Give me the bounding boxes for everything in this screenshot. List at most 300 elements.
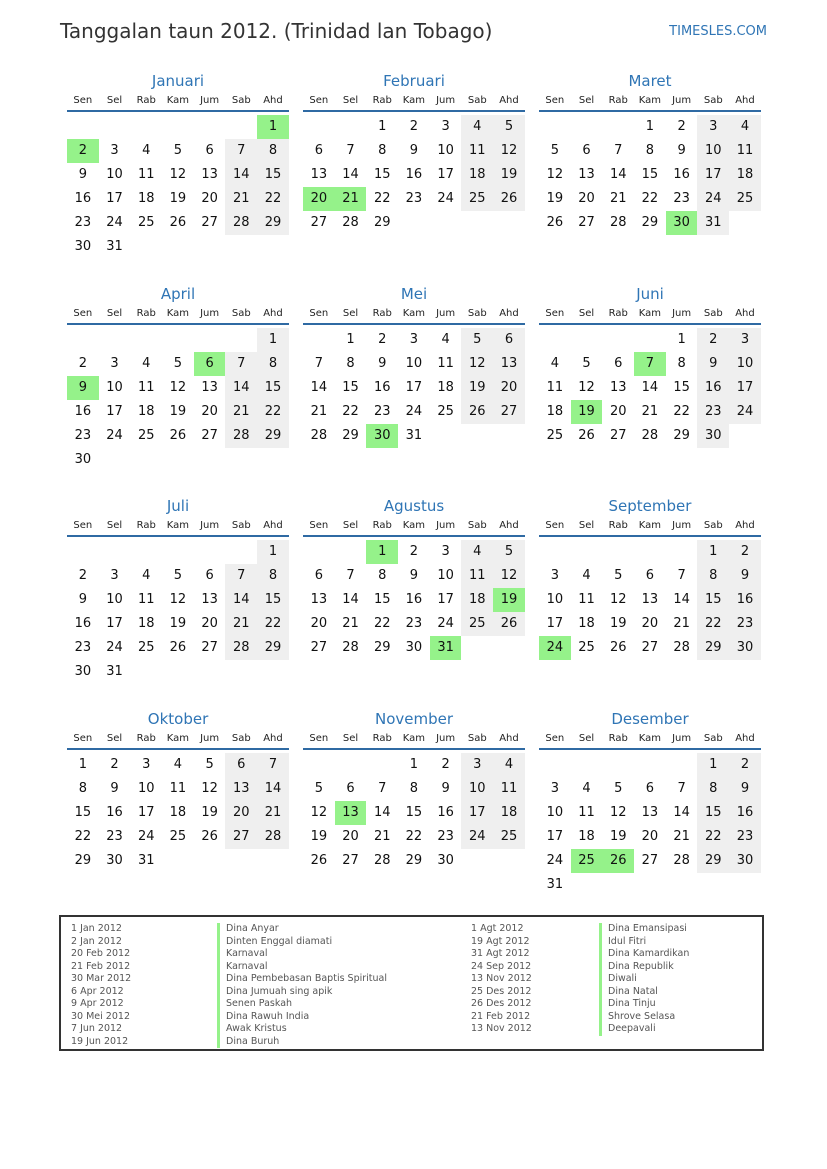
day-cell: 28 [673,853,690,868]
day-cell: 3 [441,119,450,134]
day-cell: 16 [405,167,423,182]
day-cell: 14 [342,592,359,607]
empty-cell [493,636,525,660]
day-cell: 15 [405,805,423,820]
day-cell: 29 [74,853,92,868]
day-cell: 9 [110,781,119,796]
day-cell: 2 [441,757,450,772]
day-cell: 24 [106,215,123,230]
day-cell: 25 [546,428,564,443]
day-cell: 28 [225,636,257,660]
day-cell: 18 [578,829,595,844]
day-cell: 26 [169,640,187,655]
weekday-label: Kam [638,733,662,744]
weekday-label: Sel [342,95,359,106]
weekday-label: Ahd [499,95,519,106]
day-cell: 23 [74,640,92,655]
day-cell: 20 [493,376,525,400]
weekday-label: Kam [166,733,190,744]
empty-cell [303,540,335,564]
day-cell: 22 [373,616,391,631]
day-cell: 18 [137,616,155,631]
legend-date: 6 Apr 2012 [71,985,124,997]
day-cell: 3 [142,757,151,772]
day-cell: 14 [609,167,627,182]
weekday-header [303,307,525,325]
legend-date: 21 Feb 2012 [71,960,131,972]
day-cell: 2 [378,332,387,347]
day-cell: 27 [225,825,257,849]
day-cell: 17 [405,380,423,395]
empty-cell [335,540,367,564]
day-cell: 5 [461,328,493,352]
day-cell: 20 [201,191,218,206]
day-cell: 28 [373,853,391,868]
day-cell: 10 [461,777,493,801]
day-cell: 16 [74,404,92,419]
day-cell: 20 [201,404,218,419]
day-cell: 10 [405,356,423,371]
empty-cell [493,424,525,448]
day-cell: 1 [409,757,419,772]
empty-cell [430,211,462,235]
day-grid [539,750,761,897]
empty-cell [225,540,257,564]
weekday-label: Ahd [263,308,283,319]
weekday-label: Sab [467,520,487,531]
day-cell: 21 [641,404,659,419]
empty-cell [194,115,226,139]
day-cell: 19 [493,163,525,187]
day-cell: 21 [310,404,328,419]
weekday-label: Kam [166,520,190,531]
day-cell: 11 [493,777,525,801]
day-cell: 27 [310,215,328,230]
day-cell: 13 [310,167,328,182]
day-cell: 21 [609,191,627,206]
day-cell: 10 [546,805,564,820]
empty-cell [303,115,335,139]
legend-holiday-name: Shrove Selasa [599,1011,689,1024]
day-cell: 26 [169,215,187,230]
day-cell: 10 [137,781,155,796]
day-cell: 9 [78,167,87,182]
day-cell: 6 [205,143,214,158]
day-cell: 3 [110,143,119,158]
month-juni [539,283,761,448]
legend-holiday-name: Dina Tinju [599,998,689,1011]
day-cell: 4 [173,757,183,772]
day-cell: 6 [194,352,226,376]
legend-holiday-name: Diwali [599,973,689,986]
day-cell: 19 [609,616,627,631]
day-cell: 31 [106,664,123,679]
day-cell: 16 [74,191,92,206]
day-cell: 31 [106,239,123,254]
weekday-label: Sen [309,733,329,744]
legend-date: 19 Jun 2012 [71,1035,129,1047]
weekday-label: Sen [545,520,565,531]
month-name: Juli [166,497,190,515]
weekday-label: Sel [578,95,595,106]
weekday-label: Kam [638,95,662,106]
legend-dates-right [471,923,532,1036]
month-april [67,283,289,472]
day-cell: 10 [437,568,454,583]
weekday-label: Ahd [499,733,519,744]
weekday-label: Kam [402,520,426,531]
day-cell: 5 [614,781,623,796]
day-cell: 30 [74,452,92,467]
day-cell: 13 [201,167,218,182]
day-cell: 30 [74,239,92,254]
day-cell: 23 [729,825,761,849]
month-name: September [608,497,692,515]
legend-holiday-name: Deepavali [599,1023,689,1036]
day-cell: 27 [578,215,595,230]
day-cell: 23 [405,616,423,631]
day-cell: 18 [729,163,761,187]
day-cell: 2 [729,753,761,777]
day-cell: 20 [641,829,659,844]
day-cell: 24 [729,400,761,424]
legend-date: 1 Agt 2012 [471,923,524,934]
empty-cell [666,753,698,777]
day-cell: 8 [697,564,729,588]
day-cell: 13 [493,352,525,376]
weekday-label: Sen [545,95,565,106]
day-grid [303,750,525,873]
day-cell: 29 [257,636,289,660]
month-name: Maret [628,72,672,90]
day-cell: 19 [546,191,564,206]
day-cell: 4 [142,356,151,371]
empty-cell [729,873,761,897]
month-februari [303,70,525,235]
day-cell: 24 [137,829,155,844]
empty-cell [257,235,289,259]
empty-cell [194,235,226,259]
day-cell: 3 [409,332,419,347]
day-cell: 16 [673,167,690,182]
day-cell: 22 [257,612,289,636]
day-cell: 5 [493,540,525,564]
empty-cell [194,660,226,684]
day-cell: 4 [550,356,559,371]
day-cell: 14 [373,805,391,820]
day-cell: 13 [578,167,595,182]
day-cell: 4 [493,753,525,777]
empty-cell [162,660,194,684]
day-cell: 23 [405,191,423,206]
day-cell: 20 [310,616,328,631]
day-cell: 15 [641,167,659,182]
weekday-label: Ahd [263,95,283,106]
day-cell: 15 [373,167,391,182]
weekday-label: Kam [166,308,190,319]
day-cell: 7 [677,781,686,796]
day-cell: 29 [257,424,289,448]
day-cell: 26 [578,428,595,443]
day-cell: 6 [205,568,214,583]
day-cell: 26 [201,829,218,844]
day-cell: 14 [641,380,659,395]
weekday-label: Kam [166,95,190,106]
empty-cell [539,115,571,139]
day-cell: 12 [169,167,187,182]
day-cell: 11 [729,139,761,163]
day-cell: 24 [697,187,729,211]
day-cell: 13 [609,380,627,395]
weekday-label: Sen [309,520,329,531]
empty-cell [130,235,162,259]
empty-cell [67,328,99,352]
legend-date: 26 Des 2012 [471,998,532,1009]
day-cell: 15 [673,380,690,395]
empty-cell [99,540,131,564]
legend-date: 25 Des 2012 [471,985,532,997]
day-cell: 19 [169,404,187,419]
day-cell: 9 [78,592,87,607]
day-cell: 17 [437,167,454,182]
legend-holiday-name: Dinten Enggal diamati [217,936,387,949]
day-cell: 7 [346,143,355,158]
weekday-label: Sel [342,520,359,531]
day-cell: 9 [677,143,686,158]
empty-cell [571,753,603,777]
day-cell: 12 [609,592,627,607]
weekday-label: Sab [231,733,251,744]
day-cell: 23 [697,400,729,424]
month-name: Mei [400,285,428,303]
day-cell: 29 [257,211,289,235]
day-cell: 14 [257,777,289,801]
day-cell: 29 [697,849,729,873]
day-cell: 20 [201,616,218,631]
weekday-label: Kam [402,733,426,744]
day-cell: 18 [578,616,595,631]
day-cell: 10 [546,592,564,607]
day-cell: 7 [346,568,355,583]
weekday-label: Sel [106,308,123,319]
day-cell: 24 [546,853,564,868]
day-cell: 27 [493,400,525,424]
empty-cell [303,328,335,352]
day-cell: 19 [571,400,603,424]
weekday-label: Rab [608,520,628,531]
day-cell: 25 [137,215,155,230]
day-cell: 16 [437,805,454,820]
month-oktober [67,708,289,873]
legend-holiday-name: Dina Natal [599,986,689,999]
month-desember [539,708,761,897]
day-cell: 2 [409,544,419,559]
day-cell: 11 [137,380,155,395]
day-cell: 17 [546,829,564,844]
empty-cell [602,328,634,352]
legend-holiday-name: Idul Fitri [599,936,689,949]
weekday-label: Sen [73,308,93,319]
day-cell: 2 [697,328,729,352]
day-grid [303,537,525,660]
legend-holiday-name: Dina Rawuh India [217,1011,387,1024]
day-cell: 30 [437,853,454,868]
weekday-label: Sab [467,95,487,106]
day-cell: 21 [342,616,359,631]
empty-cell [493,211,525,235]
weekday-label: Sen [309,95,329,106]
weekday-label: Sen [545,733,565,744]
day-cell: 30 [697,424,729,448]
day-cell: 29 [342,428,359,443]
day-cell: 20 [609,404,627,419]
day-cell: 11 [546,380,564,395]
day-cell: 19 [169,616,187,631]
day-cell: 21 [673,829,690,844]
day-cell: 6 [346,781,355,796]
day-cell: 1 [346,332,355,347]
day-cell: 6 [314,568,323,583]
day-cell: 27 [201,640,218,655]
weekday-label: Rab [136,95,156,106]
legend-date: 13 Nov 2012 [471,1023,532,1034]
day-cell: 31 [430,636,462,660]
day-cell: 30 [729,849,761,873]
day-cell: 3 [550,781,559,796]
empty-cell [130,328,162,352]
day-cell: 23 [74,428,92,443]
day-cell: 17 [437,592,454,607]
day-cell: 5 [173,143,183,158]
day-cell: 15 [373,592,391,607]
day-cell: 20 [225,801,257,825]
weekday-header [539,307,761,325]
day-cell: 4 [461,115,493,139]
weekday-label: Sen [545,308,565,319]
weekday-header [303,732,525,750]
weekday-label: Jum [200,308,220,319]
day-cell: 8 [257,564,289,588]
legend-date: 19 Agt 2012 [471,935,530,947]
day-cell: 30 [405,640,423,655]
day-cell: 12 [169,380,187,395]
weekday-label: Jum [200,733,220,744]
day-cell: 2 [78,356,87,371]
empty-cell [194,328,226,352]
day-cell: 25 [137,640,155,655]
empty-cell [194,849,226,873]
empty-cell [257,849,289,873]
day-grid [539,537,761,660]
empty-cell [366,753,398,777]
day-cell: 17 [461,801,493,825]
day-grid [303,325,525,448]
day-cell: 7 [378,781,387,796]
day-cell: 26 [461,400,493,424]
weekday-header [67,519,289,537]
day-cell: 11 [578,592,595,607]
weekday-label: Rab [136,308,156,319]
day-cell: 14 [673,805,690,820]
legend-date: 13 Nov 2012 [471,973,532,984]
day-cell: 8 [346,356,355,371]
day-cell: 27 [641,640,659,655]
weekday-label: Sel [578,308,595,319]
weekday-header [67,307,289,325]
day-cell: 25 [461,612,493,636]
weekday-label: Rab [372,733,392,744]
day-cell: 22 [342,404,359,419]
day-cell: 11 [169,781,187,796]
day-cell: 11 [137,592,155,607]
day-cell: 1 [257,328,289,352]
empty-cell [539,753,571,777]
day-cell: 26 [493,612,525,636]
day-cell: 11 [137,167,155,182]
day-cell: 16 [74,616,92,631]
brand-link[interactable]: TIMESLES.COM [669,24,767,39]
weekday-header [67,94,289,112]
empty-cell [225,849,257,873]
empty-cell [257,448,289,472]
month-name: April [160,285,196,303]
day-cell: 26 [493,187,525,211]
day-cell: 28 [609,215,627,230]
day-cell: 15 [697,801,729,825]
weekday-label: Jum [436,520,456,531]
empty-cell [729,211,761,235]
day-cell: 21 [373,829,391,844]
day-cell: 7 [677,568,686,583]
day-cell: 8 [257,139,289,163]
empty-cell [67,540,99,564]
day-cell: 10 [437,143,454,158]
day-cell: 10 [106,380,123,395]
weekday-label: Sab [703,520,723,531]
day-cell: 21 [673,616,690,631]
legend-holiday-name: Dina Kamardikan [599,948,689,961]
day-cell: 2 [110,757,119,772]
empty-cell [335,753,367,777]
weekday-label: Jum [672,520,692,531]
empty-cell [666,540,698,564]
day-cell: 28 [673,640,690,655]
day-cell: 23 [437,829,454,844]
weekday-label: Sen [73,520,93,531]
day-cell: 8 [697,777,729,801]
day-cell: 22 [257,400,289,424]
day-cell: 28 [257,825,289,849]
day-cell: 20 [578,191,595,206]
day-cell: 7 [225,139,257,163]
month-name: Agustus [383,497,445,515]
day-cell: 6 [225,753,257,777]
day-cell: 27 [609,428,627,443]
day-cell: 21 [225,187,257,211]
day-cell: 3 [110,356,119,371]
day-cell: 7 [257,753,289,777]
weekday-label: Rab [372,308,392,319]
day-cell: 24 [461,825,493,849]
empty-cell [130,448,162,472]
day-cell: 15 [74,805,92,820]
legend-holiday-name: Dina Pembebasan Baptis Spiritual [217,973,387,986]
day-cell: 1 [378,119,387,134]
legend-date: 31 Agt 2012 [471,948,530,959]
day-cell: 4 [142,568,151,583]
day-cell: 5 [614,568,623,583]
day-cell: 12 [578,380,595,395]
